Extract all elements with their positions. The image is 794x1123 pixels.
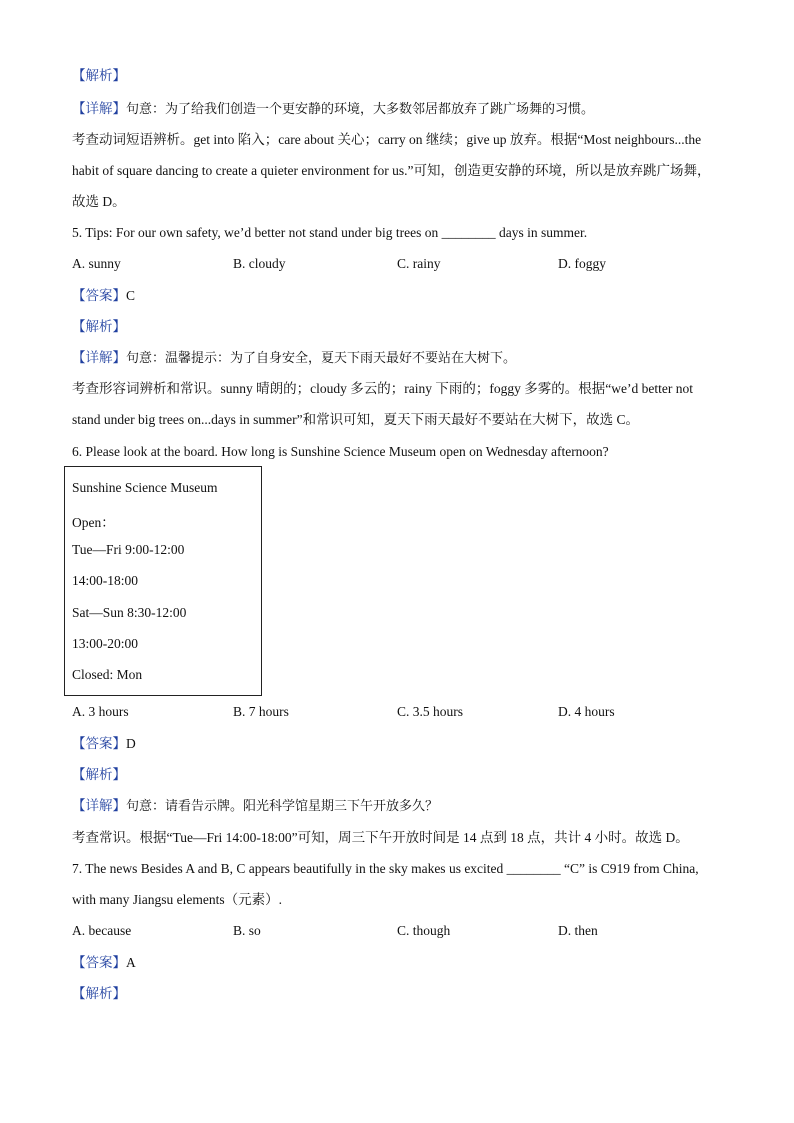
q7-option-b: B. so xyxy=(233,923,261,938)
q6-option-d: D. 4 hours xyxy=(558,704,615,719)
explanation-line: 考查动词短语辨析。get into 陷入；care about 关心；carry on 继续；give up 放弃。根据“Most neighbours...the xyxy=(72,132,702,147)
question-7-cont: with many Jiangsu elements（元素）. xyxy=(72,892,282,907)
board-line: Tue—Fri 9:00-12:00 xyxy=(72,542,185,557)
q5-explanation: 考查形容词辨析和常识。sunny 晴朗的；cloudy 多云的；rainy 下雨的；foggy 多雾的。根据“we’d better not xyxy=(72,381,693,396)
board-line: Open： xyxy=(72,515,115,530)
q7-option-c: C. though xyxy=(397,923,451,938)
q7-analysis-heading: 【解析】 xyxy=(72,986,126,1002)
board-line: Closed: Mon xyxy=(72,667,143,682)
explanation-line: 故选 D。 xyxy=(72,194,126,209)
q6-explanation: 考查常识。根据“Tue—Fri 14:00-18:00”可知，周三下午开放时间是 14 点到 18 点，共计 4 小时。故选 D。 xyxy=(72,830,689,845)
q5-explanation: stand under big trees on...days in summer”和常识可知，夏天下雨天最好不要站在大树下，故选 C。 xyxy=(72,412,639,427)
q5-answer: 【答案】C xyxy=(72,288,136,304)
board-line: Sat—Sun 8:30-12:00 xyxy=(72,605,187,620)
analysis-heading: 【解析】 xyxy=(72,68,126,84)
detail-line: 【详解】句意：为了给我们创造一个更安静的环境，大多数邻居都放弃了跳广场舞的习惯。 xyxy=(72,101,595,117)
q5-analysis-heading: 【解析】 xyxy=(72,319,126,335)
q5-option-c: C. rainy xyxy=(397,256,441,271)
q6-option-b: B. 7 hours xyxy=(233,704,289,719)
q6-detail: 【详解】句意：请看告示牌。阳光科学馆星期三下午开放多久？ xyxy=(72,798,439,814)
q6-option-a: A. 3 hours xyxy=(72,704,129,719)
question-5: 5. Tips: For our own safety, we’d better not stand under big trees on ________ days in summer. xyxy=(72,225,588,240)
board-line: 14:00-18:00 xyxy=(72,573,138,588)
q7-option-a: A. because xyxy=(72,923,132,938)
q6-option-c: C. 3.5 hours xyxy=(397,704,464,719)
board-line: Sunshine Science Museum xyxy=(72,480,218,495)
q7-answer: 【答案】A xyxy=(72,955,136,971)
q5-option-d: D. foggy xyxy=(558,256,606,271)
explanation-line: habit of square dancing to create a quieter environment for us.”可知，创造更安静的环境，所以是放弃跳广场舞， xyxy=(72,163,711,178)
q6-answer: 【答案】D xyxy=(72,736,136,752)
q5-detail: 【详解】句意：温馨提示：为了自身安全，夏天下雨天最好不要站在大树下。 xyxy=(72,350,517,366)
question-6: 6. Please look at the board. How long is Sunshine Science Museum open on Wednesday afternoon? xyxy=(72,444,609,459)
q7-option-d: D. then xyxy=(558,923,598,938)
q6-analysis-heading: 【解析】 xyxy=(72,767,126,783)
question-7: 7. The news Besides A and B, C appears beautifully in the sky makes us excited ________ “C” is C919 from China, xyxy=(72,861,699,876)
q5-option-a: A. sunny xyxy=(72,256,121,271)
board-line: 13:00-20:00 xyxy=(72,636,138,651)
q5-option-b: B. cloudy xyxy=(233,256,286,271)
